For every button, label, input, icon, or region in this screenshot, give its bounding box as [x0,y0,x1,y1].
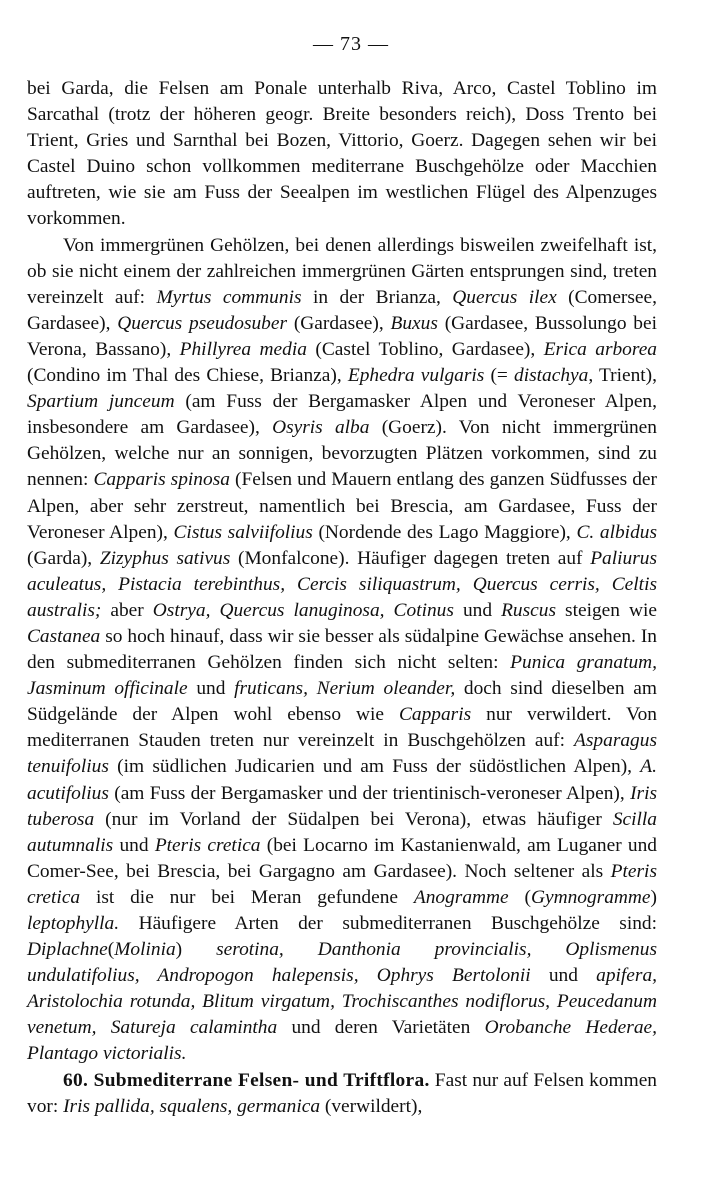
text-run: und deren Varietäten [277,1017,485,1039]
text-run: (bei Locarno im Kastanienwald, am Luganer und Comer-See, bei Brescia, bei Gargagno am Gardasee). Noch seltener als [27,834,658,882]
text-run: (am Fuss der Bergamasker und der trientinisch-veroneser Alpen), [108,782,631,804]
text-run: und [453,599,502,621]
text-run: in der Brianza, [301,286,453,308]
species-name: Pteris cretica [154,834,261,856]
species-name: Cistus salviifolius [173,521,313,543]
text-run: (Gardasee, Bussolungo bei Verona, Bassano), [27,312,657,360]
species-name: Quercus pseudosuber [117,312,288,334]
text-run: und [187,678,235,700]
species-name: Capparis [398,704,472,726]
text-run: (Nordende des Lago Maggiore), [312,521,577,543]
text-run: (Castel Toblino, Gardasee), [306,338,544,360]
species-name: Gymnogramme [530,886,651,908]
species-name: Ephedra vulgaris [347,365,485,387]
body-text [27,76,657,1120]
species-name: serotina, Danthonia provincialis, Oplismenus undulatifolius, Andropogon halepensis, Ophrys Bertolonii [27,939,657,987]
species-name: Phillyrea media [179,338,307,360]
species-name: Myrtus communis [156,286,302,308]
species-name: Capparis spinosa [93,469,230,491]
text-run: ) [175,939,217,961]
text-run: (Gardasee), [287,312,391,334]
section-heading: 60. Submediterrane Felsen- und Triftflora. [63,1069,430,1091]
page-number: — 73 — [313,33,389,55]
text-run: doch sind dieselben am Südgelände der Alpen wohl ebenso wie [27,678,657,726]
text-run: (im südlichen Judicarien und am Fuss der südöstlichen Alpen), [108,756,641,778]
species-name: Molinia [114,939,176,961]
species-name: Zizyphus sativus [99,547,231,569]
text-run: Von immergrünen Gehölzen, bei denen allerdings bisweilen zweifelhaft ist, ob sie nicht einem der zahlreichen immergrünen Gärten entsprungen sind, treten vereinzelt auf: [27,234,657,308]
species-name: Spartium junceum [27,391,175,413]
text-run: (Condino im Thal des Chiese, Brianza), [27,365,348,387]
text-run: und [530,965,597,987]
species-name: C. albidus [576,521,658,543]
species-name: Scilla autumnalis [27,808,657,856]
text-run: nur verwildert. Von mediterranen Stauden treten nur vereinzelt in Buschgehölzen auf: [27,704,657,752]
species-name: Anogramme [413,886,509,908]
species-name: Paliurus aculeatus, Pistacia terebinthus, Cercis siliquastrum, Quercus cerris, Celtis australis; [27,547,658,621]
species-name: distachya [514,365,589,387]
text-run: ist die nur bei Meran gefundene [80,886,414,908]
text-run: und [113,834,155,856]
section-text-after: (verwildert), [320,1095,423,1117]
species-name: Asparagus tenuifolius [27,730,657,778]
text-run: Häufigere Arten der submediterranen Buschgehölze sind: [119,913,657,934]
species-name: Iris tuberosa [27,782,657,830]
text-run: steigen wie [556,599,658,621]
text-run: (Comersee, Gardasee), [27,286,657,334]
text-run: (Monfalcone). Häufiger dagegen treten auf [230,547,591,569]
species-name: Quercus ilex [452,286,557,308]
species-name: Ostrya, Quercus lanuginosa, Cotinus [152,599,454,621]
species-name: Erica arborea [543,338,658,360]
text-run: ( [508,886,531,908]
text-run: (Goerz). Von nicht immergrünen Gehölzen, welche nur an sonnigen, bevorzugten Plätzen vorkommen, sind zu nennen: [27,417,657,491]
text-run: , Trient), [588,365,657,387]
species-name: Castanea [27,625,101,647]
text-run: so hoch hinauf, dass wir sie besser als südalpine Gewächse ansehen. In den submediterranen Gehölzen finden sich nicht selten: [27,625,657,674]
species-name: Osyris alba [272,417,370,439]
text-run: (= [484,365,515,387]
paragraph-2 [27,233,657,1068]
text-run: (nur im Vorland der Südalpen bei Verona), etwas häufiger [94,808,613,830]
text-run: ) [650,886,657,908]
species-name: apifera, Aristolochia rotunda, Blitum virgatum, Trochiscanthes nodiflorus, Peucedanum venetum, Satureja calamintha [27,965,658,1039]
text-run: (am Fuss der Bergamasker Alpen und Veroneser Alpen, insbesondere am Gardasee), [27,391,657,439]
text-run: (Garda), [27,547,100,569]
section-text-before: Fast nur auf Felsen kommen vor: [27,1069,658,1117]
species-name: A. acutifolius [27,756,657,804]
species-name: Punica granatum, Jasminum officinale [27,652,657,700]
species-name: Ruscus [501,599,557,621]
text-run: (Felsen und Mauern entlang des ganzen Südfusses der Alpen, aber sehr zerstreut, namentlich bei Brescia, am Gardasee, Fuss der Veroneser Alpen), [27,469,657,543]
text-run: aber [101,599,153,621]
species-name: Pteris cretica [27,860,657,908]
species-name: fruticans, Nerium oleander, [234,678,456,700]
species-name: leptophylla. [27,913,120,934]
species-name: Orobanche Hederae, Plantago victorialis. [27,1017,657,1065]
species-name: Buxus [390,312,438,334]
species-name: Iris pallida, squalens, germanica [63,1095,321,1117]
text-run: ( [107,939,115,961]
paragraph-1: bei Garda, die Felsen am Ponale unterhalb Riva, Arco, Castel Toblino im Sarcathal (trotz der höheren geogr. Breite besonders reich), Doss Trento bei Trient, Gries und Sarnthal bei Bozen, Vittorio, Goerz. Dagegen sehen wir bei Castel Duino schon vollkommen mediterrane Buschgehölze oder Macchien auftreten, wie sie am Fuss der Seealpen im westlichen Flügel des Alpenzuges vorkommen. [27,78,657,230]
section-60-paragraph [27,1068,657,1120]
species-name: Diplachne [27,939,108,961]
